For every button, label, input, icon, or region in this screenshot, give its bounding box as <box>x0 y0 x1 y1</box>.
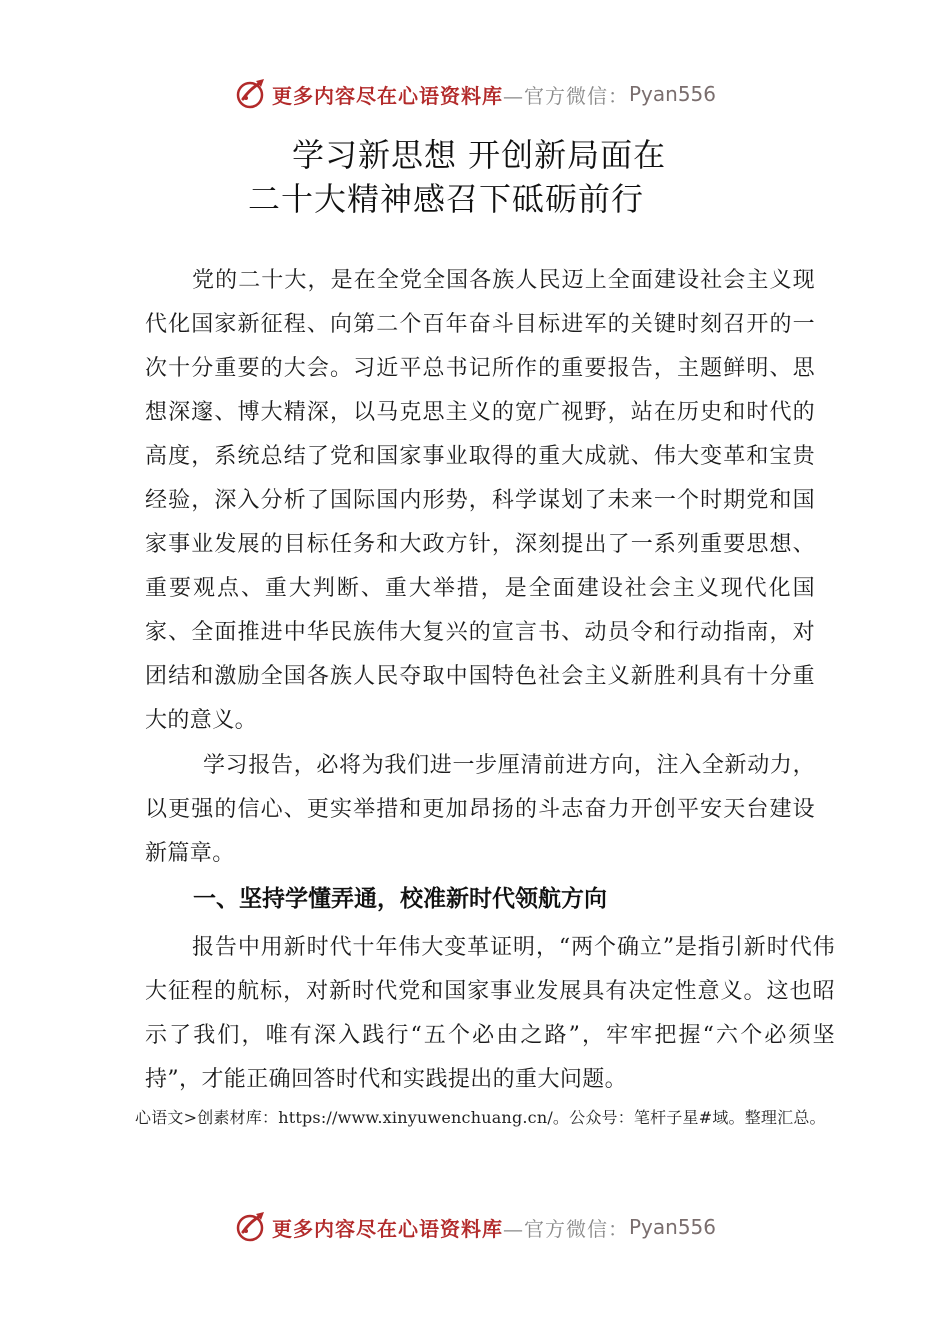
paragraph-1: 党的二十大，是在全党全国各族人民迈上全面建设社会主义现代化国家新征程、向第二个百年奋斗目标进军的关键时刻召开的一次十分重要的大会。习近平总书记所作的重要报告，主题鲜明、思想深邃、博大精深，以马克思主义的宽广视野，站在历史和时代的高度，系统总结了党和国家事业取得的重大成就、伟大变革和宝贵经验，深入分析了国际国内形势，科学谋划了未来一个时期党和国家事业发展的目标任务和大政方针，深刻提出了一系列重要思想、重要观点、重大判断、重大举措，是全面建设社会主义现代化国家、全面推进中华民族伟大复兴的宣言书、动员令和行动指南，对团结和激励全国各族人民夺取中国特色社会主义新胜利具有十分重大的意义。 <box>145 268 815 733</box>
page-title-line-2: 二十大精神感召下砥砺前行 <box>248 180 645 218</box>
banner-sub-text: —官方微信： <box>502 83 629 108</box>
banner-wechat-id: Pyan556 <box>628 82 716 106</box>
banner-wechat-id: Pyan556 <box>628 1215 716 1239</box>
pen-logo-icon <box>234 1210 268 1244</box>
page-title-line-1: 学习新思想 开创新局面在 <box>292 136 667 174</box>
banner-main-text: 更多内容尽在心语资料库 <box>271 1216 503 1241</box>
banner-sub-text: —官方微信： <box>502 1216 629 1241</box>
top-banner <box>0 74 950 114</box>
section-heading-1: 一、坚持学懂弄通，校准新时代领航方向 <box>193 886 607 912</box>
banner-main-text: 更多内容尽在心语资料库 <box>271 83 503 108</box>
pen-logo-icon <box>234 77 268 111</box>
paragraph-2: 学习报告，必将为我们进一步厘清前进方向，注入全新动力，以更强的信心、更实举措和更加昂扬的斗志奋力开创平安天台建设新篇章。 <box>145 753 815 866</box>
paragraph-3: 报告中用新时代十年伟大变革证明，“两个确立”是指引新时代伟大征程的航标，对新时代党和国家事业发展具有决定性意义。这也昭示了我们，唯有深入践行“五个必由之路”，牢牢把握“六个必须坚持”，才能正确回答时代和实践提出的重大问题。 <box>145 935 835 1092</box>
bottom-banner <box>0 1207 950 1247</box>
source-note: 心语文>创素材库：https://www.xinyuwenchuang.cn/。公众号：笔杆子星#域。整理汇总。 <box>135 1108 826 1127</box>
